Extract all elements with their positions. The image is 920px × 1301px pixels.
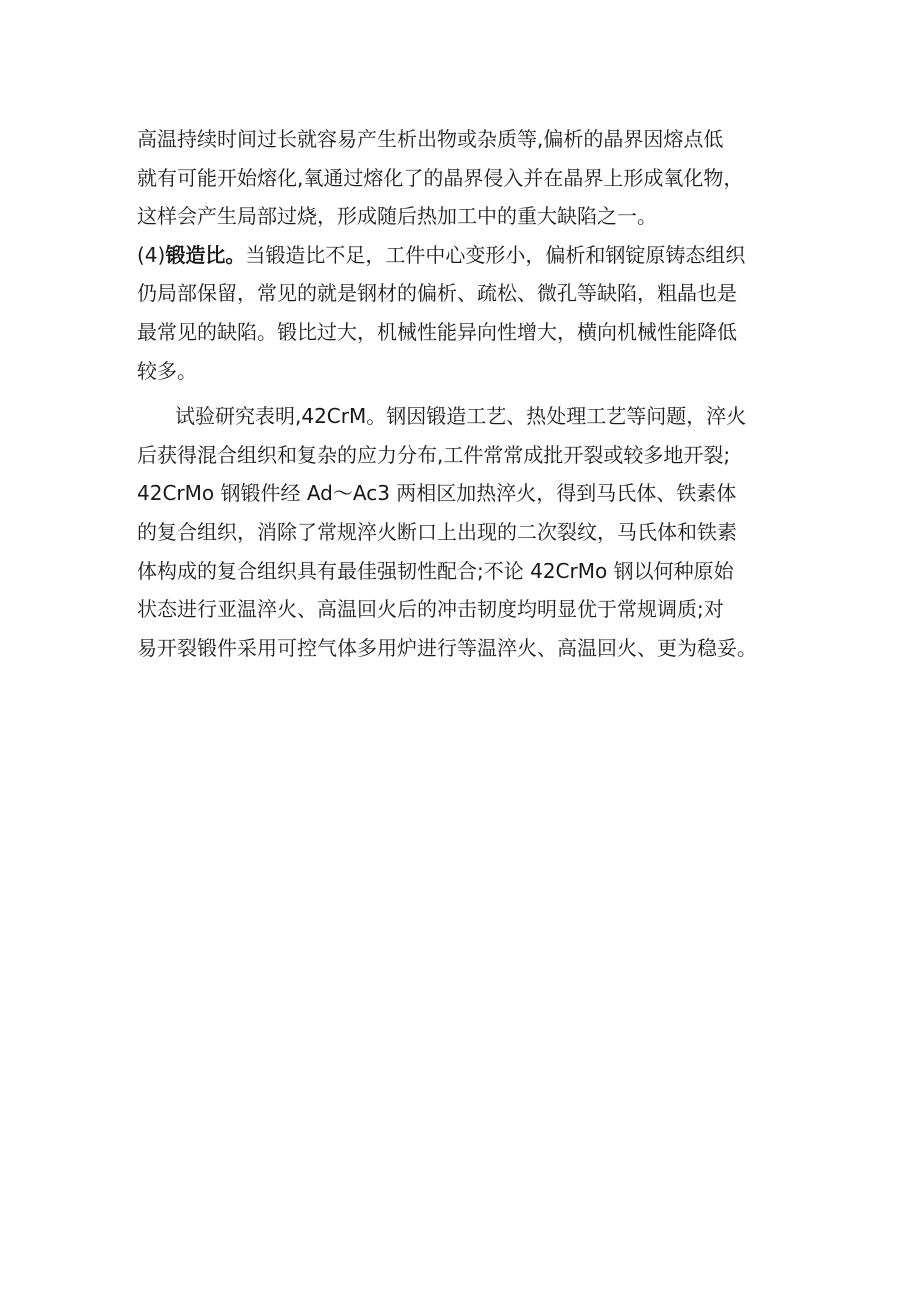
text-line	[137, 236, 817, 275]
text-line: 这样会产生局部过烧，形成随后热加工中的重大缺陷之一。	[137, 204, 657, 229]
text-line: 的复合组织，消除了常规淬火断口上出现的二次裂纹，马氏体和铁素	[137, 519, 737, 544]
paragraph-spacer	[137, 390, 817, 397]
text-line: 易开裂锻件采用可控气体多用炉进行等温淬火、高温回火、更为稳妥。	[137, 635, 757, 660]
paragraph-overheating	[137, 120, 817, 236]
list-number: (4)	[137, 242, 166, 267]
text-line: 较多。	[137, 358, 197, 383]
document-body	[137, 120, 817, 667]
text-line: 状态进行亚温淬火、高温回火后的冲击韧度均明显优于常规调质;对	[137, 597, 724, 622]
text-line: 高温持续时间过长就容易产生析出物或杂质等,偏析的晶界因熔点低	[137, 127, 724, 151]
paragraph-forging-ratio	[137, 236, 817, 390]
text-line: 体构成的复合组织具有最佳强韧性配合;不论 42CrMo 钢以何种原始	[137, 558, 734, 583]
text-run: 当锻造比不足，工件中心变形小，偏析和钢锭原铸态组织	[245, 242, 746, 267]
text-line: 仍局部保留，常见的就是钢材的偏析、疏松、微孔等缺陷，粗晶也是	[137, 281, 737, 306]
text-line: 最常见的缺陷。锻比过大，机械性能异向性增大，横向机械性能降低	[137, 319, 737, 344]
section-heading: 锻造比。	[165, 242, 246, 267]
text-line: 试验研究表明,42CrM。钢因锻造工艺、热处理工艺等问题，淬火	[175, 404, 747, 429]
paragraph-research	[137, 397, 817, 667]
text-line: 就有可能开始熔化,氧通过熔化了的晶界侵入并在晶界上形成氧化物，	[137, 165, 744, 190]
text-line: 后获得混合组织和复杂的应力分布,工件常常成批开裂或较多地开裂;	[137, 442, 731, 467]
text-line: 42CrMo 钢锻件经 Ad〜Ac3 两相区加热淬火，得到马氏体、铁素体	[137, 481, 737, 506]
